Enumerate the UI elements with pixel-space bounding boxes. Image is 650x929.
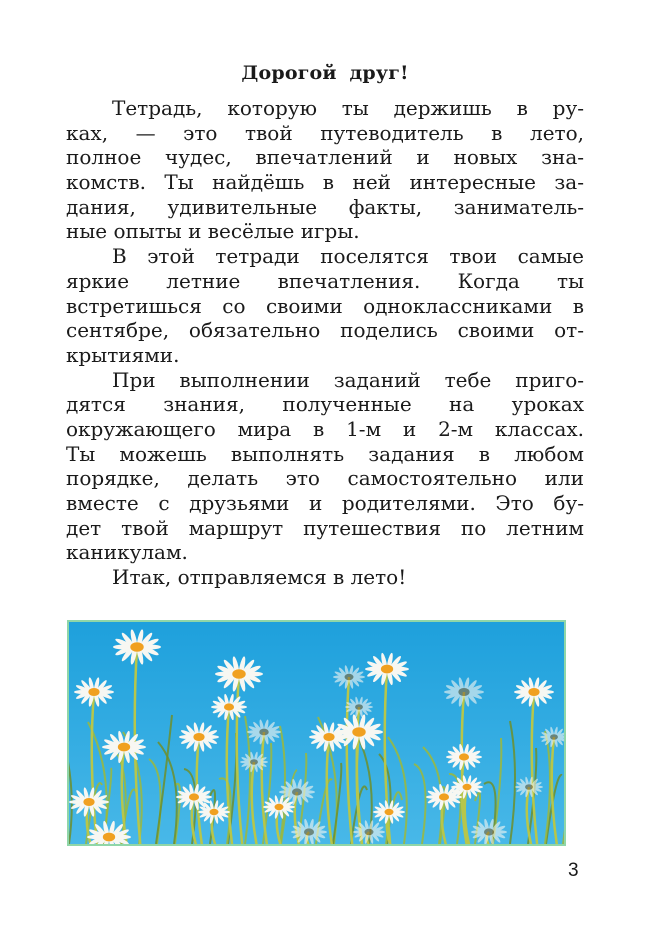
text-line: В этой тетради поселятся твои самые: [112, 244, 584, 269]
text-line: дятся знания, полученные на уроках: [66, 392, 584, 417]
text-line: ные опыты и весёлые игры.: [66, 219, 360, 244]
body-text: [66, 96, 584, 590]
text-line: яркие летние впечатления. Когда ты: [66, 268, 584, 293]
text-line: порядке, делать это самостоятельно или: [66, 466, 584, 491]
daisies-illustration: [69, 622, 564, 844]
daisies-photo: [67, 620, 566, 846]
text-line: Ты можешь выполнять задания в любом: [66, 441, 584, 466]
text-line: дания, удивительные факты, заниматель-: [66, 194, 584, 219]
page-number: 3: [568, 860, 579, 881]
text-line: каникулам.: [66, 540, 188, 565]
text-line: дет твой маршрут путешествия по летним: [66, 515, 584, 540]
text-line: вместе с друзьями и родителями. Это бу-: [66, 491, 584, 515]
text-line: окружающего мира в 1-м и 2-м классах.: [66, 416, 584, 441]
text-line: крытиями.: [66, 342, 180, 367]
text-line: При выполнении заданий тебе приго-: [112, 367, 584, 392]
page-title: Дорогой друг!: [241, 62, 409, 84]
text-line: Тетрадь, которую ты держишь в ру-: [112, 96, 584, 120]
text-line: полное чудес, впечатлений и новых зна-: [66, 145, 584, 170]
text-line: встретишься со своими одноклассниками в: [66, 293, 584, 318]
text-line: сентябре, обязательно поделись своими от-: [66, 318, 584, 343]
text-line: комств. Ты найдёшь в ней интересные за-: [66, 170, 584, 195]
text-line: ках, — это твой путеводитель в лето,: [66, 120, 584, 145]
text-line: Итак, отправляемся в лето!: [112, 565, 407, 590]
